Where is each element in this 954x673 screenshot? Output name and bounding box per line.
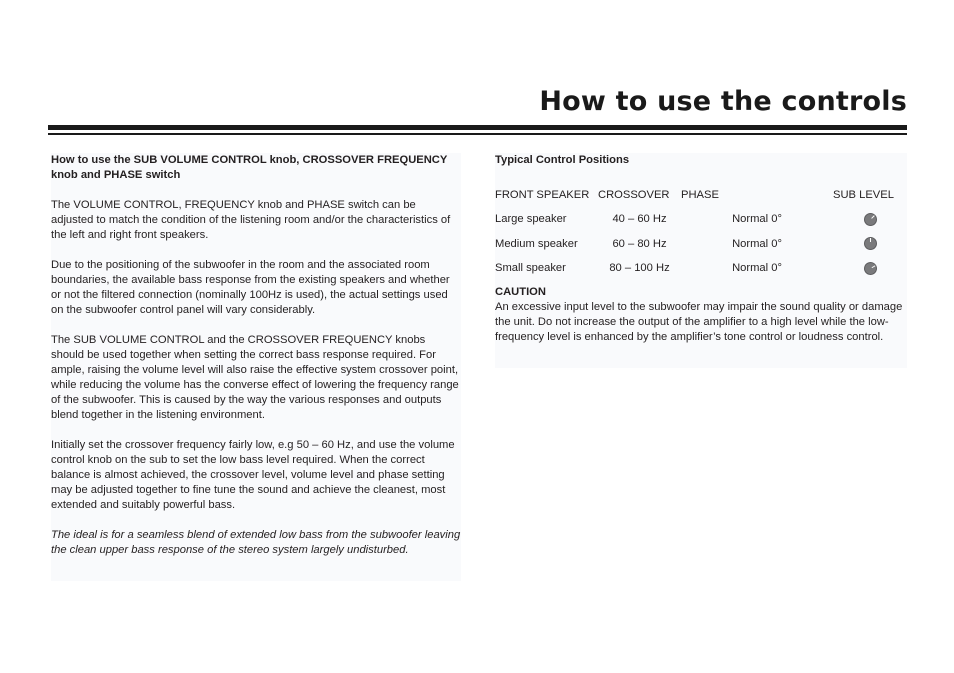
cell-crossover: 40 – 60 Hz bbox=[612, 213, 667, 226]
header-sub-level: SUB LEVEL bbox=[833, 188, 894, 201]
cell-crossover: 60 – 80 Hz bbox=[612, 237, 667, 250]
header-front-speaker: FRONT SPEAKER bbox=[495, 188, 590, 201]
paragraph-1: The VOLUME CONTROL, FREQUENCY knob and PHASE switch can be adjusted to match the condition of the listening room and/or the characteristics of the left and right front speakers. bbox=[51, 199, 451, 241]
cell-sub-level bbox=[833, 257, 907, 282]
paragraph-2: Due to the positioning of the subwoofer in the room and the associated room boundaries, the available bass response from the existing speakers and whether or not the filtered connection (nominally 100Hz is used), the actual settings used on the subwoofer control panel will vary considerably. bbox=[51, 259, 450, 316]
left-column bbox=[51, 153, 461, 581]
table-row bbox=[495, 208, 907, 233]
cell-speaker: Small speaker bbox=[495, 262, 566, 275]
cell-sub-level bbox=[833, 232, 907, 257]
table-row bbox=[495, 257, 907, 282]
table-row bbox=[495, 232, 907, 257]
knob-icon bbox=[864, 237, 877, 250]
knob-icon bbox=[861, 210, 879, 228]
knob-icon bbox=[861, 259, 879, 277]
paragraph-3: The SUB VOLUME CONTROL and the CROSSOVER FREQUENCY knobs should be used together when setting the correct bass response required. For ample, raising the volume level will also raise the effective system crossover point, while reducing the volume has the converse effect of lowering the frequency range of the subwoofer. This is caused by the way the various responses and outputs blend together in the listening environment. bbox=[51, 334, 459, 421]
caution-block bbox=[495, 285, 907, 345]
caution-text: An excessive input level to the subwoofer may impair the sound quality or damage the unit. Do not increase the output of the amplifier to a high level while the low-frequency level is enhanced by the amplifier’s tone control or loudness control. bbox=[495, 301, 903, 343]
control-positions-table bbox=[495, 183, 907, 281]
title-rule-thick bbox=[48, 125, 907, 130]
table-header-row bbox=[495, 183, 907, 208]
cell-speaker: Medium speaker bbox=[495, 237, 578, 250]
paragraph-5-italic: The ideal is for a seamless blend of extended low bass from the subwoofer leaving the clean upper bass response of the stereo system largely undisturbed. bbox=[51, 529, 461, 556]
table-heading: Typical Control Positions bbox=[495, 154, 630, 166]
cell-speaker: Large speaker bbox=[495, 213, 567, 226]
cell-phase: Normal 0° bbox=[732, 213, 782, 226]
right-column bbox=[495, 153, 907, 368]
header-crossover: CROSSOVER bbox=[598, 188, 670, 201]
page-title: How to use the controls bbox=[539, 86, 907, 117]
caution-heading: CAUTION bbox=[495, 286, 546, 298]
title-rule-thin bbox=[48, 133, 907, 135]
cell-phase: Normal 0° bbox=[732, 237, 782, 250]
section-heading: How to use the SUB VOLUME CONTROL knob, CROSSOVER FREQUENCY knob and PHASE switch bbox=[51, 154, 448, 181]
cell-phase: Normal 0° bbox=[732, 262, 782, 275]
cell-sub-level bbox=[833, 208, 907, 233]
paragraph-4: Initially set the crossover frequency fairly low, e.g 50 – 60 Hz, and use the volume control knob on the sub to set the low bass level required. When the correct balance is almost achieved, the crossover level, volume level and phase setting may be adjusted together to fine tune the sound and achieve the cleanest, most extended and suitably powerful bass. bbox=[51, 439, 455, 511]
cell-crossover: 80 – 100 Hz bbox=[609, 262, 670, 275]
header-phase: PHASE bbox=[681, 188, 719, 201]
